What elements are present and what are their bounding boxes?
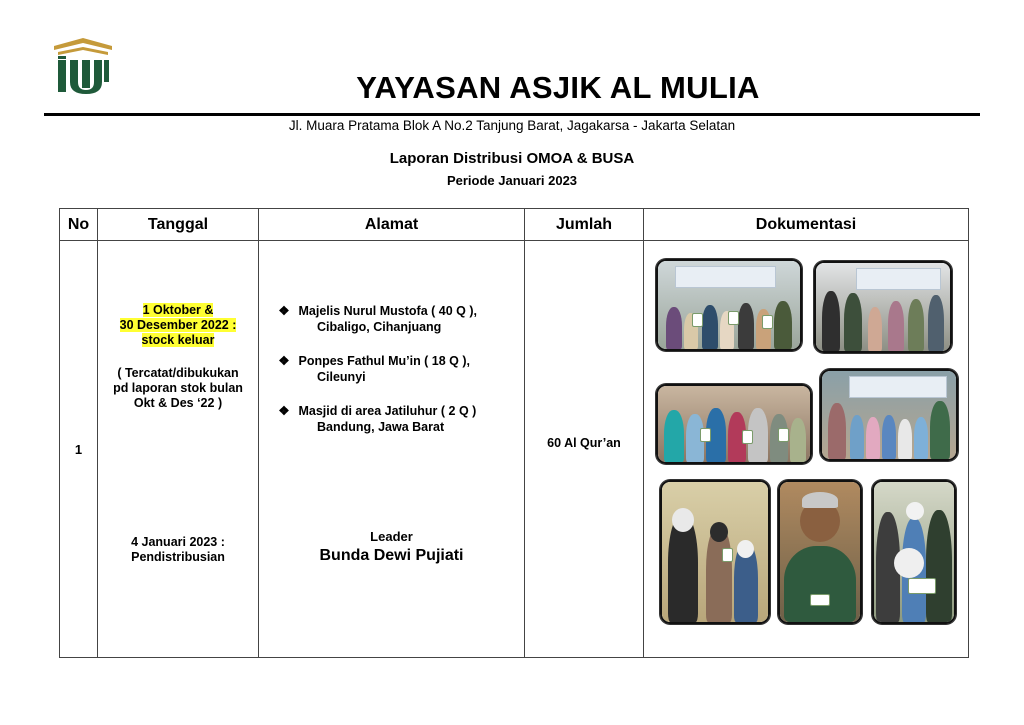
distribution-date-block (98, 535, 258, 565)
leader-label: Leader (370, 529, 413, 544)
diamond-bullet-icon: ❖ (278, 354, 290, 368)
group-photo-banner (814, 261, 952, 353)
children-hijab-photo (656, 384, 812, 464)
row-number: 1 (60, 241, 98, 658)
leader-name: Bunda Dewi Pujiati (319, 547, 464, 564)
org-title: YAYASAN ASJIK AL MULIA (356, 70, 760, 105)
table-header-row (60, 209, 969, 241)
table-row (60, 241, 969, 658)
children-reading-photo (872, 480, 956, 624)
column-header-alamat: Alamat (259, 209, 525, 241)
group-photo-mosque (820, 369, 958, 461)
report-period: Periode Januari 2023 (446, 173, 578, 188)
alamat-cell (259, 241, 525, 658)
stock-line-1: 1 Oktober & (142, 303, 214, 317)
dokumentasi-cell (644, 241, 969, 658)
distrib-line-2: Pendistribusian (131, 550, 225, 564)
report-title: Laporan Distribusi OMOA & BUSA (389, 150, 635, 167)
stock-line-2: 30 Desember 2022 : (119, 318, 237, 332)
stock-line-3: stock keluar (141, 333, 215, 347)
distrib-line-1: 4 Januari 2023 : (131, 535, 225, 549)
man-with-quran-photo (778, 480, 862, 624)
column-header-tanggal: Tanggal (98, 209, 259, 241)
note-line-2: pd laporan stok bulan (113, 381, 243, 395)
diamond-bullet-icon: ❖ (278, 404, 290, 418)
address-item-2: ❖ Ponpes Fathul Mu’in ( 18 Q ), Cileunyi (273, 353, 513, 385)
address-item-1: ❖ Majelis Nurul Mustofa ( 40 Q ), Cibaligo, Cihanjuang (273, 303, 513, 335)
diamond-bullet-icon: ❖ (278, 304, 290, 318)
stock-date-block (98, 303, 258, 348)
note-line-1: ( Tercatat/dibukukan (117, 366, 239, 380)
jumlah-cell (525, 241, 644, 658)
column-header-no: No (60, 209, 98, 241)
org-address: Jl. Muara Pratama Blok A No.2 Tanjung Barat, Jagakarsa - Jakarta Selatan (288, 118, 736, 133)
group-photo-majelis (656, 259, 802, 351)
distribution-table (59, 208, 969, 658)
stock-note-block (98, 366, 258, 411)
header-divider (44, 113, 980, 116)
column-header-dokumentasi: Dokumentasi (644, 209, 969, 241)
column-header-jumlah: Jumlah (525, 209, 644, 241)
handover-photo (660, 480, 770, 624)
tanggal-cell (98, 241, 259, 658)
jumlah-value: 60 Al Qur’an (547, 436, 621, 450)
address-item-3: ❖ Masjid di area Jatiluhur ( 2 Q ) Bandung, Jawa Barat (273, 403, 513, 435)
note-line-3: Okt & Des ‘22 ) (133, 396, 223, 410)
